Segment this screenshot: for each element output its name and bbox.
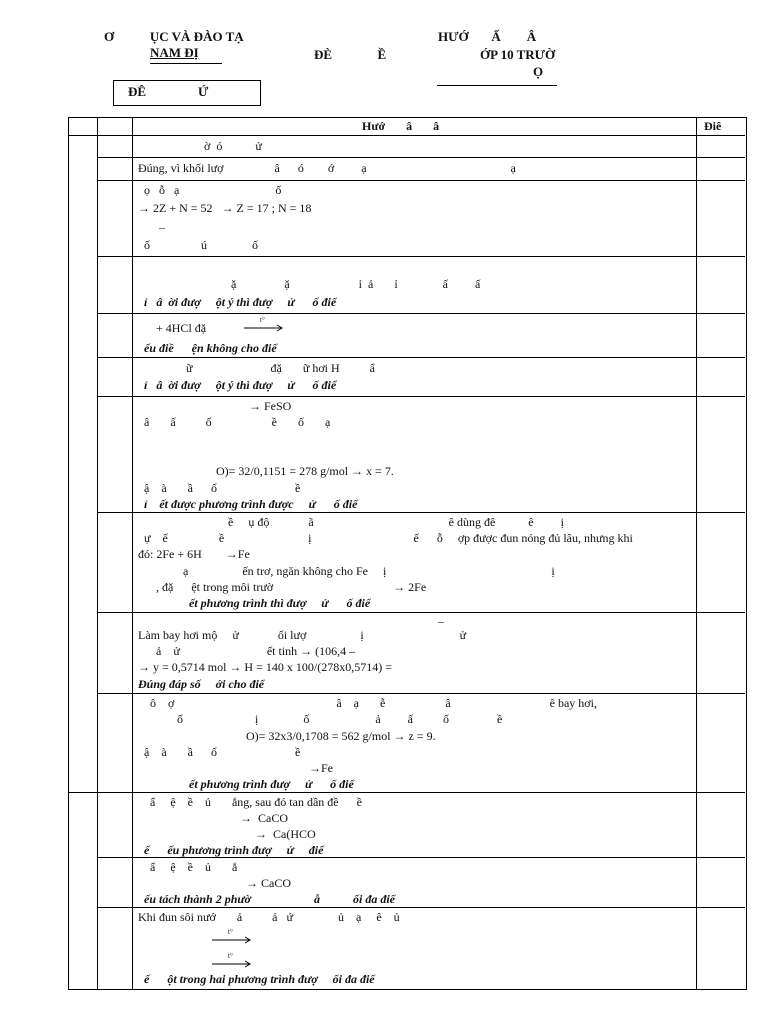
official-exam-label: ĐÊ Ứ [128, 84, 209, 99]
row-line [97, 693, 745, 694]
row-6-line-1: ữ đặ ữ hơi H ẩ [138, 361, 376, 375]
grade-school-title: ỚP 10 TRƯỜ [480, 47, 556, 62]
row-line [97, 157, 745, 158]
row-8-line-6: ết phương trình thì đượ ử ố điể [138, 596, 371, 610]
row-line [68, 135, 745, 136]
row-3-line-1: ọ ỗ ạ ố [138, 183, 282, 197]
row-10-line-5: →Fe [138, 761, 333, 775]
table-header-score: Điê [704, 119, 722, 133]
row-12-line-1: ẩ ệ ề ủ ắ [138, 860, 238, 874]
province-name: NAM ĐỊ [150, 45, 199, 60]
row-9-line-2: Làm bay hơi mộ ử ối lượ ị ử [138, 628, 467, 642]
row-10-line-6: ết phương trình đượ ử ố điể [138, 777, 354, 791]
row-12-line-2: → CaCO [138, 876, 291, 890]
row-11-line-4: ế ếu phương trình đượ ử điể [138, 843, 324, 857]
heat-arrow-3 [210, 952, 254, 968]
row-line [97, 512, 745, 513]
row-5-line-2: ếu điề ện không cho điể [138, 341, 277, 355]
row-9-line-4: → y = 0,5714 mol → H = 140 x 100/(278x0,5714) = [138, 660, 392, 674]
arrow-label: t° [260, 316, 265, 324]
table-header-title: Hướ â â [362, 119, 440, 133]
row-11-line-3: → Ca(HCO [138, 827, 316, 841]
row-7-line-6: ậ à ầ ố ề [138, 481, 301, 495]
row-13-line-1: Khi đun sôi nướ ả ả ứ ủ ạ ê ủ [138, 910, 400, 924]
row-9-line-3: ả ử ết tinh → (106,4 – [138, 644, 356, 658]
row-10-line-3: O)= 32x3/0,1708 = 562 g/mol → z = 9. [138, 729, 436, 743]
row-4-line-1: ặ ặ ỉ ả ỉ ấ ấ [138, 277, 481, 291]
arrow-label: t° [228, 952, 233, 960]
row-3-line-3: – [138, 220, 165, 234]
title-underline [437, 85, 557, 86]
col-divider-2 [132, 117, 133, 989]
row-8-line-5: , đặ ệt trong môi trườ → 2Fe [138, 580, 427, 594]
row-line [97, 612, 745, 613]
row-11-line-2: → CaCO [138, 811, 288, 825]
row-line [97, 357, 745, 358]
row-8-line-3: đó: 2Fe + 6H →Fe [138, 547, 250, 561]
row-line [97, 857, 745, 858]
row-13-line-5: ế ột trong hai phương trình đượ ối đa điể [138, 972, 375, 986]
province-underline [150, 63, 222, 64]
row-10-line-2: ố ị ố ả ấ ố ề [138, 712, 503, 726]
heat-arrow-2 [210, 928, 254, 944]
row-9-line-5: Đúng đáp số ới cho điể [138, 677, 265, 691]
department-name: Ơ ỤC VÀ ĐÀO TẠ [104, 29, 244, 44]
row-line [97, 256, 745, 257]
row-line [97, 907, 745, 908]
exam-title: ĐÈ Ề [314, 47, 387, 62]
col-divider-3 [696, 117, 697, 989]
row-3-line-2: → 2Z + N = 52 → Z = 17 ; N = 18 [138, 201, 312, 215]
row-6-line-2: ỉ â ời đượ ột ý thì đượ ử ố điể [138, 378, 337, 392]
row-8-line-4: ạ ến trơ, ngăn không cho Fe ị ị [138, 564, 555, 578]
row-8-line-2: ự ế ề ị ế ỗ ợp được đun nóng đủ lâu, nhưng khi [138, 531, 633, 545]
row-10-line-1: ô ợ â ạ ễ â ê bay hơi, [138, 696, 597, 710]
row-9-line-1: – [138, 614, 444, 628]
col-divider-1 [97, 117, 98, 989]
row-12-line-3: ếu tách thành 2 phườ ẫ ối đa điể [138, 892, 395, 906]
row-7-line-1: → FeSO [138, 399, 292, 413]
row-3-line-4: ố ú ố [138, 238, 258, 252]
row-7-line-2: â ấ ố ề ố ạ [138, 415, 331, 429]
row-1-line-1: ờ ó ử [138, 139, 262, 153]
row-11-line-1: ẩ ệ ề ủ ắng, sau đó tan dần đề ề [138, 795, 362, 809]
row-4-line-2: ỉ â ời đượ ột ý thì đượ ử ố điể [138, 295, 337, 309]
row-2-line-1: Đúng, vì khối lượ â ó ớ ạ ạ [138, 161, 516, 175]
row-line [97, 396, 745, 397]
row-line [97, 313, 745, 314]
row-10-line-4: ậ à ầ ố ề [138, 745, 301, 759]
arrow-label: t° [228, 928, 233, 936]
row-5-line-1: + 4HCl đặ [138, 321, 207, 335]
official-exam-box [113, 80, 261, 106]
section-line [68, 792, 745, 793]
row-7-line-7: ỉ ết được phương trình được ử ố điể [138, 497, 358, 511]
row-line [97, 180, 745, 181]
heat-arrow-1 [242, 316, 286, 332]
answer-key-title: HƯỚ Ấ Â [438, 29, 537, 44]
row-7-line-5: O)= 32/0,1151 = 278 g/mol → x = 7. [138, 464, 394, 478]
school-title-line3: Ọ [533, 64, 544, 79]
row-8-line-1: ề ụ độ ã ê dùng đê ê ị [138, 515, 564, 529]
